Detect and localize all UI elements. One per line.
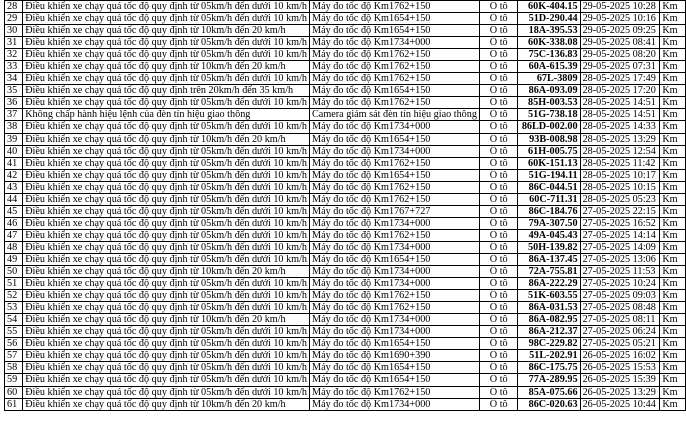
processing-unit: Km	[660, 37, 686, 49]
license-plate: 86A-212.37	[518, 326, 580, 338]
violation-time: 27-05-2025 06:24	[580, 326, 660, 338]
table-row	[5, 241, 686, 253]
vehicle-type: Ô tô	[479, 1, 518, 13]
processing-unit: Km	[660, 169, 686, 181]
violation-time: 29-05-2025 10:16	[580, 13, 660, 25]
violation-description: Điều khiển xe chạy quá tốc độ quy định từ 05km/h đến dưới 10 km/h	[23, 278, 310, 290]
row-number: 43	[5, 181, 23, 193]
vehicle-type: Ô tô	[479, 398, 518, 410]
license-plate: 51G-738.18	[518, 109, 580, 121]
table-row	[5, 326, 686, 338]
row-number: 49	[5, 253, 23, 265]
license-plate: 51D-290.44	[518, 13, 580, 25]
detection-device: Máy đo tốc độ Km1734+000	[310, 326, 480, 338]
vehicle-type: Ô tô	[479, 217, 518, 229]
row-number: 46	[5, 217, 23, 229]
vehicle-type: Ô tô	[479, 253, 518, 265]
processing-unit: Km	[660, 266, 686, 278]
processing-unit: Km	[660, 133, 686, 145]
row-number: 28	[5, 1, 23, 13]
row-number: 37	[5, 109, 23, 121]
license-plate: 86LD-002.00	[518, 121, 580, 133]
processing-unit: Km	[660, 145, 686, 157]
table-row	[5, 133, 686, 145]
detection-device: Máy đo tốc độ Km1654+150	[310, 25, 480, 37]
violation-description: Điều khiển xe chạy quá tốc độ quy định từ 10km/h đến 20 km/h	[23, 25, 310, 37]
row-number: 34	[5, 73, 23, 85]
vehicle-type: Ô tô	[479, 326, 518, 338]
processing-unit: Km	[660, 85, 686, 97]
processing-unit: Km	[660, 121, 686, 133]
violation-description: Điều khiển xe chạy quá tốc độ quy định từ 10km/h đến 20 km/h	[23, 398, 310, 410]
row-number: 40	[5, 145, 23, 157]
row-number: 41	[5, 157, 23, 169]
row-number: 60	[5, 386, 23, 398]
license-plate: 51L-202.91	[518, 350, 580, 362]
processing-unit: Km	[660, 61, 686, 73]
license-plate: 51G-194.11	[518, 169, 580, 181]
processing-unit: Km	[660, 253, 686, 265]
table-row	[5, 362, 686, 374]
detection-device: Máy đo tốc độ Km1654+150	[310, 374, 480, 386]
license-plate: 86A-222.29	[518, 278, 580, 290]
violation-time: 27-05-2025 11:53	[580, 266, 660, 278]
violation-description: Điều khiển xe chạy quá tốc độ quy định từ 05km/h đến dưới 10 km/h	[23, 13, 310, 25]
violation-description: Điều khiển xe chạy quá tốc độ quy định từ 05km/h đến dưới 10 km/h	[23, 229, 310, 241]
detection-device: Máy đo tốc độ Km1734+000	[310, 266, 480, 278]
violation-time: 28-05-2025 17:20	[580, 85, 660, 97]
row-number: 59	[5, 374, 23, 386]
detection-device: Máy đo tốc độ Km1734+000	[310, 145, 480, 157]
violation-time: 26-05-2025 13:29	[580, 386, 660, 398]
processing-unit: Km	[660, 326, 686, 338]
license-plate: 18A-395.53	[518, 25, 580, 37]
violation-description: Điều khiển xe chạy quá tốc độ quy định từ 05km/h đến dưới 10 km/h	[23, 386, 310, 398]
table-row	[5, 278, 686, 290]
vehicle-type: Ô tô	[479, 266, 518, 278]
processing-unit: Km	[660, 338, 686, 350]
table-row	[5, 193, 686, 205]
violation-description: Điều khiển xe chạy quá tốc độ quy định từ 05km/h đến dưới 10 km/h	[23, 49, 310, 61]
violation-time: 26-05-2025 10:44	[580, 398, 660, 410]
detection-device: Máy đo tốc độ Km1762+150	[310, 97, 480, 109]
processing-unit: Km	[660, 25, 686, 37]
processing-unit: Km	[660, 1, 686, 13]
processing-unit: Km	[660, 314, 686, 326]
detection-device: Máy đo tốc độ Km1762+150	[310, 302, 480, 314]
table-row	[5, 169, 686, 181]
vehicle-type: Ô tô	[479, 181, 518, 193]
license-plate: 60K-338.08	[518, 37, 580, 49]
row-number: 48	[5, 241, 23, 253]
detection-device: Máy đo tốc độ Km1762+150	[310, 386, 480, 398]
table-row	[5, 290, 686, 302]
license-plate: 98C-229.82	[518, 338, 580, 350]
table-row	[5, 386, 686, 398]
vehicle-type: Ô tô	[479, 205, 518, 217]
table-row	[5, 314, 686, 326]
license-plate: 86C-175.75	[518, 362, 580, 374]
detection-device: Máy đo tốc độ Km1654+150	[310, 133, 480, 145]
detection-device: Máy đo tốc độ Km1654+150	[310, 85, 480, 97]
vehicle-type: Ô tô	[479, 278, 518, 290]
table-row	[5, 181, 686, 193]
detection-device: Máy đo tốc độ Km1762+150	[310, 1, 480, 13]
table-row	[5, 73, 686, 85]
license-plate: 72A-755.81	[518, 266, 580, 278]
violation-time: 27-05-2025 05:21	[580, 338, 660, 350]
license-plate: 86C-020.63	[518, 398, 580, 410]
license-plate: 60C-711.31	[518, 193, 580, 205]
violation-description: Điều khiển xe chạy quá tốc độ quy định từ 05km/h đến dưới 10 km/h	[23, 181, 310, 193]
license-plate: 86A-082.95	[518, 314, 580, 326]
detection-device: Máy đo tốc độ Km1654+150	[310, 362, 480, 374]
vehicle-type: Ô tô	[479, 338, 518, 350]
vehicle-type: Ô tô	[479, 374, 518, 386]
violation-time: 29-05-2025 07:31	[580, 61, 660, 73]
table-row	[5, 217, 686, 229]
violation-description: Điều khiển xe chạy quá tốc độ quy định từ 10km/h đến 20 km/h	[23, 266, 310, 278]
vehicle-type: Ô tô	[479, 133, 518, 145]
row-number: 29	[5, 13, 23, 25]
vehicle-type: Ô tô	[479, 241, 518, 253]
violation-description: Điều khiển xe chạy quá tốc độ quy định từ 05km/h đến dưới 10 km/h	[23, 253, 310, 265]
violation-time: 28-05-2025 10:17	[580, 169, 660, 181]
table-row	[5, 350, 686, 362]
violation-time: 29-05-2025 10:28	[580, 1, 660, 13]
violation-description: Điều khiển xe chạy quá tốc độ quy định từ 10km/h đến 20 km/h	[23, 133, 310, 145]
row-number: 36	[5, 97, 23, 109]
vehicle-type: Ô tô	[479, 386, 518, 398]
processing-unit: Km	[660, 193, 686, 205]
detection-device: Máy đo tốc độ Km1654+150	[310, 169, 480, 181]
row-number: 58	[5, 362, 23, 374]
table-row	[5, 85, 686, 97]
vehicle-type: Ô tô	[479, 61, 518, 73]
detection-device: Máy đo tốc độ Km1762+150	[310, 290, 480, 302]
detection-device: Máy đo tốc độ Km1654+150	[310, 13, 480, 25]
license-plate: 85A-075.66	[518, 386, 580, 398]
table-row	[5, 157, 686, 169]
processing-unit: Km	[660, 109, 686, 121]
license-plate: 75C-136.83	[518, 49, 580, 61]
row-number: 56	[5, 338, 23, 350]
violation-time: 26-05-2025 16:02	[580, 350, 660, 362]
license-plate: 60K-404.15	[518, 1, 580, 13]
vehicle-type: Ô tô	[479, 314, 518, 326]
row-number: 42	[5, 169, 23, 181]
violation-time: 29-05-2025 08:41	[580, 37, 660, 49]
vehicle-type: Ô tô	[479, 290, 518, 302]
table-row	[5, 13, 686, 25]
violation-time: 28-05-2025 14:33	[580, 121, 660, 133]
processing-unit: Km	[660, 49, 686, 61]
license-plate: 61H-005.75	[518, 145, 580, 157]
license-plate: 67L-3809	[518, 73, 580, 85]
violation-description: Điều khiển xe chạy quá tốc độ quy định từ 05km/h đến dưới 10 km/h	[23, 338, 310, 350]
violation-description: Điều khiển xe chạy quá tốc độ quy định từ 05km/h đến dưới 10 km/h	[23, 290, 310, 302]
processing-unit: Km	[660, 157, 686, 169]
license-plate: 93B-008.98	[518, 133, 580, 145]
violation-description: Điều khiển xe chạy quá tốc độ quy định từ 05km/h đến dưới 10 km/h	[23, 217, 310, 229]
row-number: 50	[5, 266, 23, 278]
license-plate: 86A-093.09	[518, 85, 580, 97]
detection-device: Máy đo tốc độ Km1734+000	[310, 121, 480, 133]
processing-unit: Km	[660, 205, 686, 217]
violation-description: Điều khiển xe chạy quá tốc độ quy định từ 05km/h đến dưới 10 km/h	[23, 374, 310, 386]
violation-time: 27-05-2025 14:14	[580, 229, 660, 241]
violation-time: 27-05-2025 09:03	[580, 290, 660, 302]
violation-time: 27-05-2025 08:48	[580, 302, 660, 314]
table-row	[5, 61, 686, 73]
detection-device: Máy đo tốc độ Km1734+000	[310, 314, 480, 326]
vehicle-type: Ô tô	[479, 193, 518, 205]
detection-device: Máy đo tốc độ Km1762+150	[310, 229, 480, 241]
violation-description: Điều khiển xe chạy quá tốc độ quy định từ 05km/h đến dưới 10 km/h	[23, 1, 310, 13]
detection-device: Máy đo tốc độ Km1734+000	[310, 241, 480, 253]
processing-unit: Km	[660, 290, 686, 302]
detection-device: Máy đo tốc độ Km1734+000	[310, 217, 480, 229]
vehicle-type: Ô tô	[479, 85, 518, 97]
violation-time: 27-05-2025 08:11	[580, 314, 660, 326]
violation-time: 26-05-2025 15:53	[580, 362, 660, 374]
processing-unit: Km	[660, 97, 686, 109]
violation-description: Điều khiển xe chạy quá tốc độ quy định từ 10km/h đến 20 km/h	[23, 61, 310, 73]
vehicle-type: Ô tô	[479, 350, 518, 362]
violation-time: 28-05-2025 10:15	[580, 181, 660, 193]
detection-device: Máy đo tốc độ Km1762+150	[310, 61, 480, 73]
license-plate: 51K-603.55	[518, 290, 580, 302]
vehicle-type: Ô tô	[479, 13, 518, 25]
row-number: 55	[5, 326, 23, 338]
row-number: 33	[5, 61, 23, 73]
violation-time: 28-05-2025 14:51	[580, 109, 660, 121]
detection-device: Máy đo tốc độ Km1734+000	[310, 398, 480, 410]
license-plate: 60K-151.13	[518, 157, 580, 169]
violation-description: Điều khiển xe chạy quá tốc độ quy định từ 05km/h đến dưới 10 km/h	[23, 73, 310, 85]
violation-time: 27-05-2025 10:24	[580, 278, 660, 290]
vehicle-type: Ô tô	[479, 169, 518, 181]
violations-table-body	[5, 1, 686, 411]
violation-time: 27-05-2025 14:09	[580, 241, 660, 253]
violation-description: Điều khiển xe chạy quá tốc độ quy định từ 05km/h đến dưới 10 km/h	[23, 241, 310, 253]
violation-time: 27-05-2025 16:52	[580, 217, 660, 229]
violation-time: 28-05-2025 11:42	[580, 157, 660, 169]
vehicle-type: Ô tô	[479, 229, 518, 241]
violation-description: Điều khiển xe chạy quá tốc độ quy định trên 20km/h đến 35 km/h	[23, 85, 310, 97]
license-plate: 86C-044.51	[518, 181, 580, 193]
processing-unit: Km	[660, 398, 686, 410]
table-row	[5, 253, 686, 265]
license-plate: 86C-184.76	[518, 205, 580, 217]
table-row	[5, 229, 686, 241]
table-row	[5, 121, 686, 133]
violation-description: Điều khiển xe chạy quá tốc độ quy định từ 05km/h đến dưới 10 km/h	[23, 326, 310, 338]
processing-unit: Km	[660, 181, 686, 193]
row-number: 38	[5, 121, 23, 133]
processing-unit: Km	[660, 302, 686, 314]
table-row	[5, 1, 686, 13]
violation-description: Điều khiển xe chạy quá tốc độ quy định từ 05km/h đến dưới 10 km/h	[23, 169, 310, 181]
violation-description: Điều khiển xe chạy quá tốc độ quy định từ 05km/h đến dưới 10 km/h	[23, 302, 310, 314]
detection-device: Máy đo tốc độ Km1762+150	[310, 49, 480, 61]
violation-description: Điều khiển xe chạy quá tốc độ quy định từ 05km/h đến dưới 10 km/h	[23, 121, 310, 133]
license-plate: 86A-031.53	[518, 302, 580, 314]
table-row	[5, 398, 686, 410]
row-number: 44	[5, 193, 23, 205]
table-row	[5, 25, 686, 37]
violation-description: Điều khiển xe chạy quá tốc độ quy định từ 05km/h đến dưới 10 km/h	[23, 193, 310, 205]
detection-device: Máy đo tốc độ Km1654+150	[310, 338, 480, 350]
table-row	[5, 49, 686, 61]
row-number: 39	[5, 133, 23, 145]
license-plate: 49A-045.43	[518, 229, 580, 241]
violation-time: 28-05-2025 17:49	[580, 73, 660, 85]
vehicle-type: Ô tô	[479, 37, 518, 49]
vehicle-type: Ô tô	[479, 73, 518, 85]
table-row	[5, 205, 686, 217]
row-number: 54	[5, 314, 23, 326]
violation-time: 29-05-2025 09:25	[580, 25, 660, 37]
detection-device: Máy đo tốc độ Km1762+150	[310, 73, 480, 85]
violation-description: Điều khiển xe chạy quá tốc độ quy định từ 05km/h đến dưới 10 km/h	[23, 145, 310, 157]
license-plate: 86A-137.45	[518, 253, 580, 265]
row-number: 57	[5, 350, 23, 362]
violation-time: 28-05-2025 14:51	[580, 97, 660, 109]
violation-description: Điều khiển xe chạy quá tốc độ quy định từ 10km/h đến 20 km/h	[23, 314, 310, 326]
violation-description: Điều khiển xe chạy quá tốc độ quy định từ 05km/h đến dưới 10 km/h	[23, 350, 310, 362]
violations-table	[4, 0, 686, 411]
table-row	[5, 37, 686, 49]
row-number: 47	[5, 229, 23, 241]
license-plate: 85H-003.53	[518, 97, 580, 109]
detection-device: Camera giám sát đèn tín hiệu giao thông	[310, 109, 480, 121]
detection-device: Máy đo tốc độ Km1690+390	[310, 350, 480, 362]
row-number: 52	[5, 290, 23, 302]
table-row	[5, 109, 686, 121]
vehicle-type: Ô tô	[479, 97, 518, 109]
license-plate: 50H-139.82	[518, 241, 580, 253]
processing-unit: Km	[660, 73, 686, 85]
row-number: 61	[5, 398, 23, 410]
violation-time: 27-05-2025 22:15	[580, 205, 660, 217]
detection-device: Máy đo tốc độ Km1734+000	[310, 278, 480, 290]
violation-time: 28-05-2025 05:23	[580, 193, 660, 205]
detection-device: Máy đo tốc độ Km1762+150	[310, 157, 480, 169]
processing-unit: Km	[660, 241, 686, 253]
violation-time: 28-05-2025 12:54	[580, 145, 660, 157]
row-number: 45	[5, 205, 23, 217]
detection-device: Máy đo tốc độ Km1654+150	[310, 253, 480, 265]
table-row	[5, 302, 686, 314]
vehicle-type: Ô tô	[479, 25, 518, 37]
vehicle-type: Ô tô	[479, 49, 518, 61]
processing-unit: Km	[660, 217, 686, 229]
violation-time: 28-05-2025 13:29	[580, 133, 660, 145]
table-row	[5, 266, 686, 278]
violation-time: 26-05-2025 15:39	[580, 374, 660, 386]
vehicle-type: Ô tô	[479, 121, 518, 133]
violation-time: 27-05-2025 13:06	[580, 253, 660, 265]
processing-unit: Km	[660, 374, 686, 386]
detection-device: Máy đo tốc độ Km1767+727	[310, 205, 480, 217]
row-number: 51	[5, 278, 23, 290]
table-row	[5, 145, 686, 157]
violation-description: Không chấp hành hiệu lệnh của đèn tín hiệu giao thông	[23, 109, 310, 121]
processing-unit: Km	[660, 350, 686, 362]
detection-device: Máy đo tốc độ Km1762+150	[310, 193, 480, 205]
vehicle-type: Ô tô	[479, 302, 518, 314]
processing-unit: Km	[660, 386, 686, 398]
vehicle-type: Ô tô	[479, 109, 518, 121]
row-number: 32	[5, 49, 23, 61]
license-plate: 79A-307.50	[518, 217, 580, 229]
table-row	[5, 338, 686, 350]
violation-description: Điều khiển xe chạy quá tốc độ quy định từ 05km/h đến dưới 10 km/h	[23, 97, 310, 109]
processing-unit: Km	[660, 229, 686, 241]
processing-unit: Km	[660, 362, 686, 374]
table-row	[5, 374, 686, 386]
row-number: 30	[5, 25, 23, 37]
violation-time: 29-05-2025 08:20	[580, 49, 660, 61]
license-plate: 77A-289.95	[518, 374, 580, 386]
vehicle-type: Ô tô	[479, 145, 518, 157]
detection-device: Máy đo tốc độ Km1734+000	[310, 37, 480, 49]
processing-unit: Km	[660, 13, 686, 25]
violation-description: Điều khiển xe chạy quá tốc độ quy định từ 05km/h đến dưới 10 km/h	[23, 157, 310, 169]
row-number: 31	[5, 37, 23, 49]
detection-device: Máy đo tốc độ Km1762+150	[310, 181, 480, 193]
violation-description: Điều khiển xe chạy quá tốc độ quy định từ 05km/h đến dưới 10 km/h	[23, 362, 310, 374]
violation-description: Điều khiển xe chạy quá tốc độ quy định từ 05km/h đến dưới 10 km/h	[23, 205, 310, 217]
row-number: 35	[5, 85, 23, 97]
table-row	[5, 97, 686, 109]
processing-unit: Km	[660, 278, 686, 290]
row-number: 53	[5, 302, 23, 314]
license-plate: 60A-615.39	[518, 61, 580, 73]
vehicle-type: Ô tô	[479, 157, 518, 169]
vehicle-type: Ô tô	[479, 362, 518, 374]
violation-description: Điều khiển xe chạy quá tốc độ quy định từ 05km/h đến dưới 10 km/h	[23, 37, 310, 49]
